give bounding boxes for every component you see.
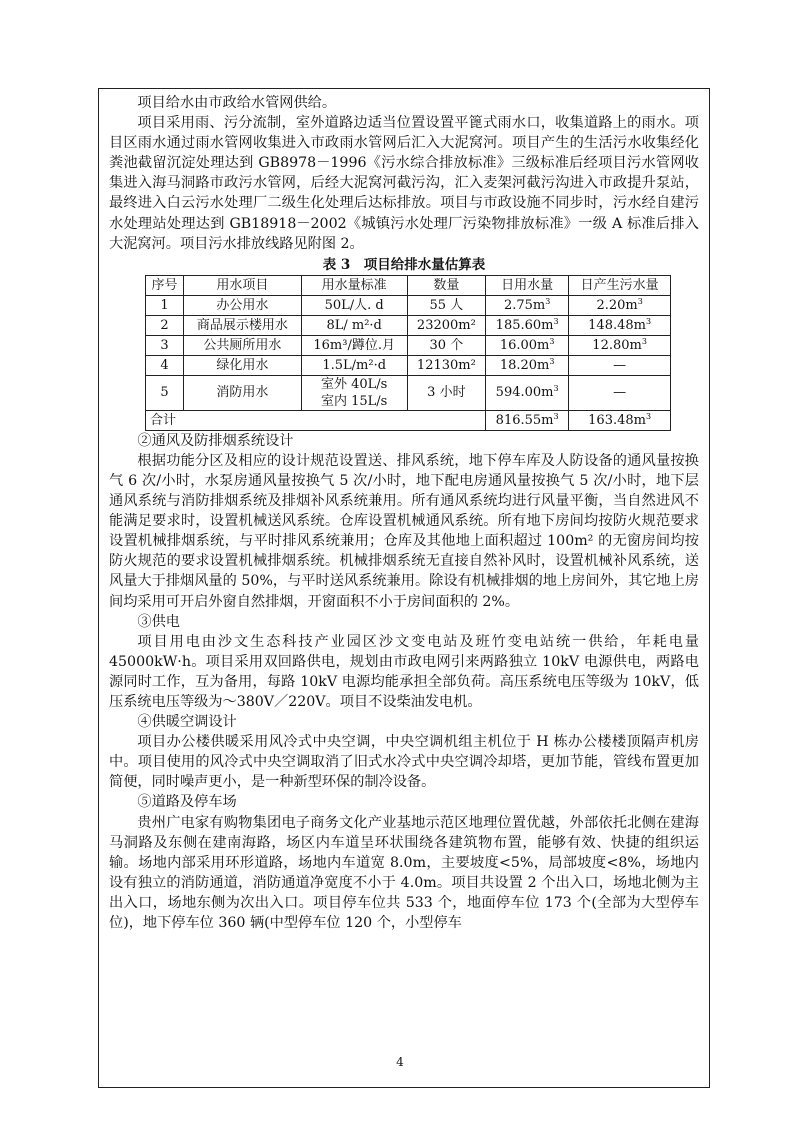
- section-power-title: ③供电: [137, 613, 180, 630]
- row-daily-wastewater: —: [569, 375, 671, 410]
- table-caption: 表 3 项目给排水量估算表: [322, 256, 486, 273]
- section-roads-title: ⑤道路及停车场: [137, 794, 237, 811]
- row-quantity: 12130m²: [407, 355, 485, 375]
- row-daily-water: $16.00m^3$: [486, 335, 569, 355]
- row-item: 办公用水: [184, 295, 302, 315]
- row-daily-wastewater: $2.20m^3$: [569, 295, 671, 315]
- table-total-row: [146, 410, 671, 430]
- section-ventilation-title: ②通风及防排烟系统设计: [137, 432, 294, 449]
- table-row: [146, 355, 671, 375]
- table-row: [146, 315, 671, 335]
- drainage-paragraph: 项目采用雨、污分流制，室外道路边适当位置设置平篦式雨水口，收集道路上的雨水。项目区雨水通过雨水管网收集进入市政雨水管网后汇入大泥窝河。项目产生的生活污水收集经化粪池截留沉淀处理达到 GB8978－1996《污水综合排放标准》三级标准后经项目污水管网收集进入海马洞路市政污水管网，后经大泥窝河截污沟，汇入麦架河截污沟进入市政提升泵站，最终进入白云污水处理厂二级生化处理后达标排放。项目与市政设施不同步时，污水经自建污水处理站处理达到 GB18918－2002《城镇污水处理厂污染物排放标准》一级 A 标准后排入大泥窝河。项目污水排放线路见附图 2。: [109, 115, 699, 252]
- header-cell: 用水量标准: [301, 275, 407, 295]
- table-row: [146, 375, 671, 410]
- table-header-row: [146, 275, 671, 295]
- row-daily-water: $18.20m^3$: [486, 355, 569, 375]
- row-standard: 16m³/蹲位.月: [301, 335, 407, 355]
- row-daily-water: $2.75m^3$: [486, 295, 569, 315]
- section-power-text: 项目用电由沙文生态科技产业园区沙文变电站及班竹变电站统一供给，年耗电量45000kW·h。项目采用双回路供电，规划由市政电网引来两路独立 10kV 电源供电，两路电源同时工作，互为备用，每路 10kV 电源均能承担全部负荷。高压系统电压等级为 10kV，低压系统电压等级为～380V／220V。项目不设柴油发电机。: [109, 633, 699, 710]
- row-quantity: 3 小时: [407, 375, 485, 410]
- table-row: [146, 335, 671, 355]
- total-label: 合计: [146, 410, 486, 430]
- row-daily-wastewater: —: [569, 355, 671, 375]
- row-no: 2: [146, 315, 184, 335]
- page-number: 4: [396, 1055, 404, 1069]
- row-item: 消防用水: [184, 375, 302, 410]
- header-cell: 日用水量: [486, 275, 569, 295]
- section-hvac-title: ④供暖空调设计: [137, 714, 237, 731]
- table-row: [146, 295, 671, 315]
- row-standard: 50L/人. d: [301, 295, 407, 315]
- row-quantity: 55 人: [407, 295, 485, 315]
- row-daily-wastewater: $148.48m^3$: [569, 315, 671, 335]
- row-standard: 室外 40L/s 室内 15L/s: [301, 375, 407, 410]
- section-ventilation-text: 根据功能分区及相应的设计规范设置送、排风系统，地下停车库及人防设备的通风量按换气 6 次/小时，水泵房通风量按换气 5 次/小时，地下配电房通风量按换气 5 次/小时，地下层通风系统与消防排烟系统及排烟补风系统兼用。所有通风系统均进行风量平衡，当自然进风不能满足要求时，设置机械送风系统。仓库设置机械通风系统。所有地下房间均按防火规范要求设置机械排烟系统，与平时排风系统兼用；仓库及其他地上面积超过 100m² 的无窗房间均按防火规范的要求设置机械排烟系统。机械排烟系统无直接自然补风时，设置机械补风系统，送风量大于排烟风量的 50%，与平时送风系统兼用。除设有机械排烟的地上房间外，其它地上房间均采用可开启外窗自然排烟，开窗面积不小于房间面积的 2%。: [109, 452, 699, 610]
- row-no: 5: [146, 375, 184, 410]
- section-hvac-text: 项目办公楼供暖采用风冷式中央空调，中央空调机组主机位于 H 栋办公楼楼顶隔声机房中。项目使用的风冷式中央空调取消了旧式水冷式中央空调冷却塔，更加节能，管线布置更加简便，同时噪声更小，是一种新型环保的制冷设备。: [109, 734, 699, 791]
- row-no: 4: [146, 355, 184, 375]
- row-daily-wastewater: $12.80m^3$: [569, 335, 671, 355]
- row-item: 公共厕所用水: [184, 335, 302, 355]
- row-quantity: 23200m²: [407, 315, 485, 335]
- row-standard: 1.5L/m²·d: [301, 355, 407, 375]
- row-item: 绿化用水: [184, 355, 302, 375]
- page-frame: [98, 88, 710, 1088]
- header-cell: 日产生污水量: [569, 275, 671, 295]
- row-no: 1: [146, 295, 184, 315]
- row-no: 3: [146, 335, 184, 355]
- total-daily-water: $816.55m^3$: [486, 410, 569, 430]
- row-item: 商品展示楼用水: [184, 315, 302, 335]
- content: [109, 93, 699, 933]
- row-quantity: 30 个: [407, 335, 485, 355]
- row-standard: 8L/ m²·d: [301, 315, 407, 335]
- total-daily-wastewater: $163.48m^3$: [569, 410, 671, 430]
- header-cell: 用水项目: [184, 275, 302, 295]
- row-daily-water: $594.00m^3$: [486, 375, 569, 410]
- header-cell: 数量: [407, 275, 485, 295]
- water-supply-paragraph: 项目给水由市政给水管网供给。: [137, 95, 337, 111]
- row-daily-water: $185.60m^3$: [486, 315, 569, 335]
- header-cell: 序号: [146, 275, 184, 295]
- water-estimate-table: [145, 275, 671, 431]
- section-roads-text: 贵州广电家有购物集团电子商务文化产业基地示范区地理位置优越，外部依托北侧在建海马洞路及东侧在建南海路，场区内车道呈环状围绕各建筑物布置，能够有效、快捷的组织运输。场地内部采用环形道路，场地内车道宽 8.0m，主要坡度<5%，局部坡度<8%，场地内设有独立的消防通道，消防通道净宽度不小于 4.0m。项目共设置 2 个出入口，场地北侧为主出入口，场地东侧为次出入口。项目停车位共 533 个，地面停车位 173 个(全部为大型停车位)，地下停车位 360 辆(中型停车位 120 个，小型停车: [109, 814, 699, 931]
